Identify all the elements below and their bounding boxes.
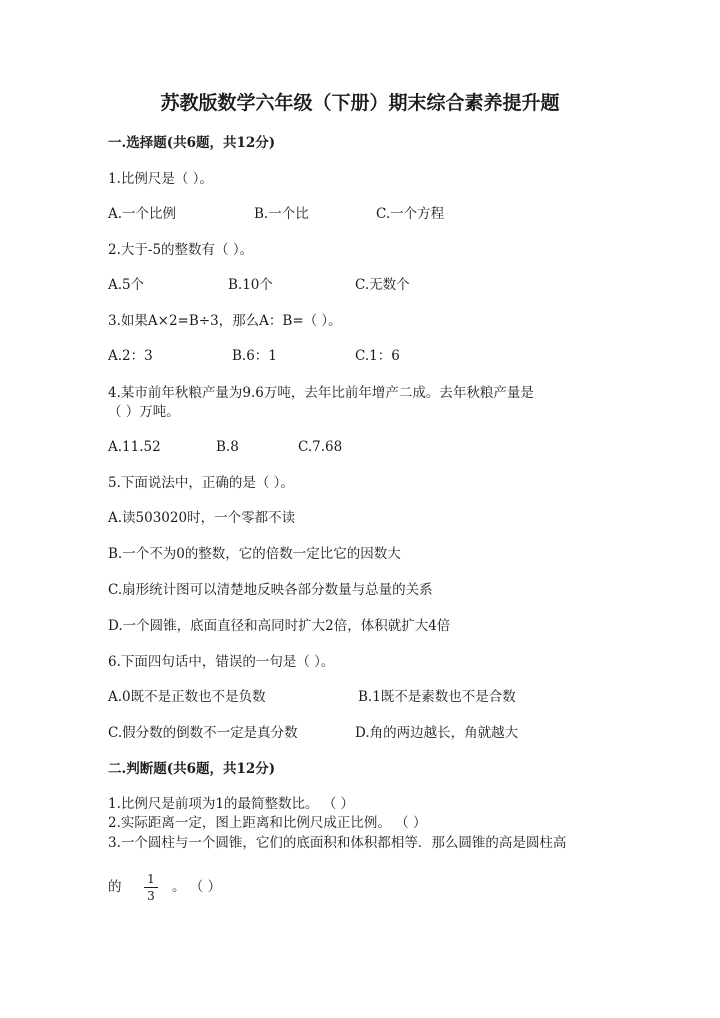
fraction-bar [144, 887, 158, 888]
judgment-3-prefix: 的 [108, 879, 122, 895]
question-2-option-b: B.10个 [228, 277, 273, 293]
question-6-option-c: C.假分数的倒数不一定是真分数 [108, 725, 298, 741]
question-6-option-a: A.0既不是正数也不是负数 [108, 689, 266, 705]
question-3-option-a: A.2：3 [108, 348, 153, 364]
question-5-stem: 5.下面说法中，正确的是（ ）。 [108, 475, 294, 491]
question-4-option-a: A.11.52 [108, 439, 161, 455]
question-2-stem: 2.大于-5的整数有（ ）。 [108, 242, 254, 258]
judgment-3-line1: 3.一个圆柱与一个圆锥，它们的底面积和体积都相等．那么圆锥的高是圆柱高 [108, 835, 567, 851]
judgment-2: 2.实际距离一定，图上距离和比例尺成正比例。 （ ） [108, 815, 427, 831]
question-1-option-a: A.一个比例 [108, 206, 177, 222]
question-4-stem-line1: 4.某市前年秋粮产量为9.6万吨，去年比前年增产二成。去年秋粮产量是 [108, 385, 534, 401]
judgment-3-suffix: 。 （ ） [172, 879, 222, 895]
question-1-option-b: B.一个比 [254, 206, 309, 222]
question-1-option-c: C.一个方程 [376, 206, 445, 222]
section-heading-judgment: 二.判断题(共6题，共12分) [108, 761, 276, 777]
fraction-numerator: 1 [147, 872, 155, 886]
question-6-option-d: D.角的两边越长，角就越大 [355, 725, 519, 741]
question-3-stem: 3.如果A×2=B÷3，那么A：B=（ ）。 [108, 313, 342, 329]
question-6-option-b: B.1既不是素数也不是合数 [358, 689, 516, 705]
question-6-stem: 6.下面四句话中，错误的一句是（ ）。 [108, 654, 335, 670]
question-3-option-b: B.6：1 [232, 348, 277, 364]
question-2-option-a: A.5个 [108, 277, 145, 293]
question-4-option-b: B.8 [216, 439, 239, 455]
question-4-stem-line2: （ ）万吨。 [108, 404, 180, 420]
fraction-denominator: 3 [147, 889, 155, 903]
question-4-option-c: C.7.68 [298, 439, 343, 455]
question-5-option-b: B.一个不为0的整数，它的倍数一定比它的因数大 [108, 546, 401, 562]
page-title: 苏教版数学六年级（下册）期末综合素养提升题 [160, 92, 560, 114]
fraction-one-third [144, 872, 158, 903]
question-2-option-c: C.无数个 [355, 277, 410, 293]
judgment-1: 1.比例尺是前项为1的最简整数比。 （ ） [108, 796, 355, 812]
question-5-option-d: D.一个圆锥，底面直径和高同时扩大2倍，体积就扩大4倍 [108, 618, 451, 634]
question-5-option-a: A.读503020时，一个零都不读 [108, 510, 296, 526]
question-1-stem: 1.比例尺是（ ）。 [108, 171, 213, 187]
question-5-option-c: C.扇形统计图可以清楚地反映各部分数量与总量的关系 [108, 582, 433, 598]
section-heading-choice: 一.选择题(共6题，共12分) [108, 135, 276, 151]
question-3-option-c: C.1：6 [355, 348, 400, 364]
